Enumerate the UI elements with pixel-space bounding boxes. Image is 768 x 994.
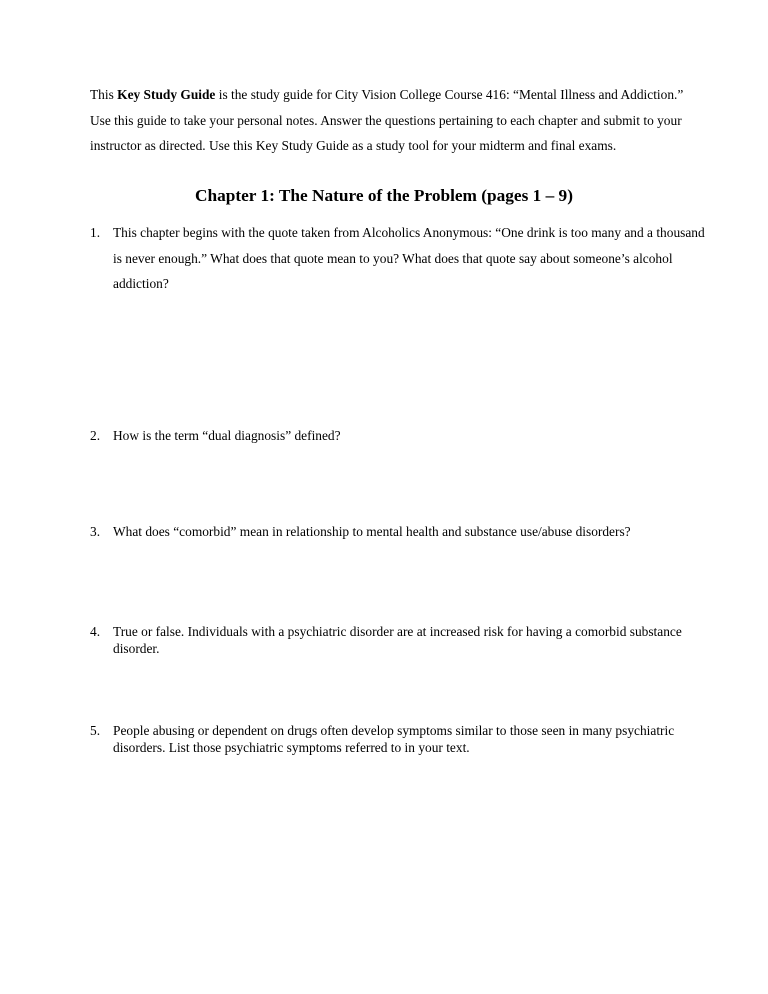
question-number: 2. <box>90 428 101 443</box>
question-4 <box>90 623 710 657</box>
question-number: 1. <box>90 225 101 240</box>
question-text: True or false. Individuals with a psychiatric disorder are at increased risk for having a comorbid substance disorder. <box>113 624 682 656</box>
chapter-title: Chapter 1: The Nature of the Problem (pages 1 – 9) <box>195 186 573 205</box>
question-text: How is the term “dual diagnosis” defined? <box>113 428 341 443</box>
intro-paragraph <box>90 82 690 159</box>
question-number: 4. <box>90 624 101 639</box>
question-1 <box>90 220 710 297</box>
question-3 <box>90 523 710 540</box>
intro-bold-term: Key Study Guide <box>117 87 216 102</box>
question-number: 3. <box>90 524 101 539</box>
intro-suffix: is the study guide for City Vision College Course 416: “Mental Illness and Addiction.” Use this guide to take your personal notes. Answer the questions pertaining to each chapter and submit to your instructor as directed. Use this Key Study Guide as a study tool for your midterm and final exams. <box>90 87 684 153</box>
question-text: This chapter begins with the quote taken from Alcoholics Anonymous: “One drink is too many and a thousand is never enough.” What does that quote mean to you? What does that quote say about someone’s alcohol addiction? <box>113 225 705 291</box>
question-5 <box>90 722 710 756</box>
intro-prefix: This <box>90 87 118 102</box>
question-number: 5. <box>90 723 101 738</box>
question-2 <box>90 427 710 444</box>
question-text: People abusing or dependent on drugs often develop symptoms similar to those seen in many psychiatric disorders. List those psychiatric symptoms referred to in your text. <box>113 723 675 755</box>
question-text: What does “comorbid” mean in relationship to mental health and substance use/abuse disorders? <box>113 524 631 539</box>
